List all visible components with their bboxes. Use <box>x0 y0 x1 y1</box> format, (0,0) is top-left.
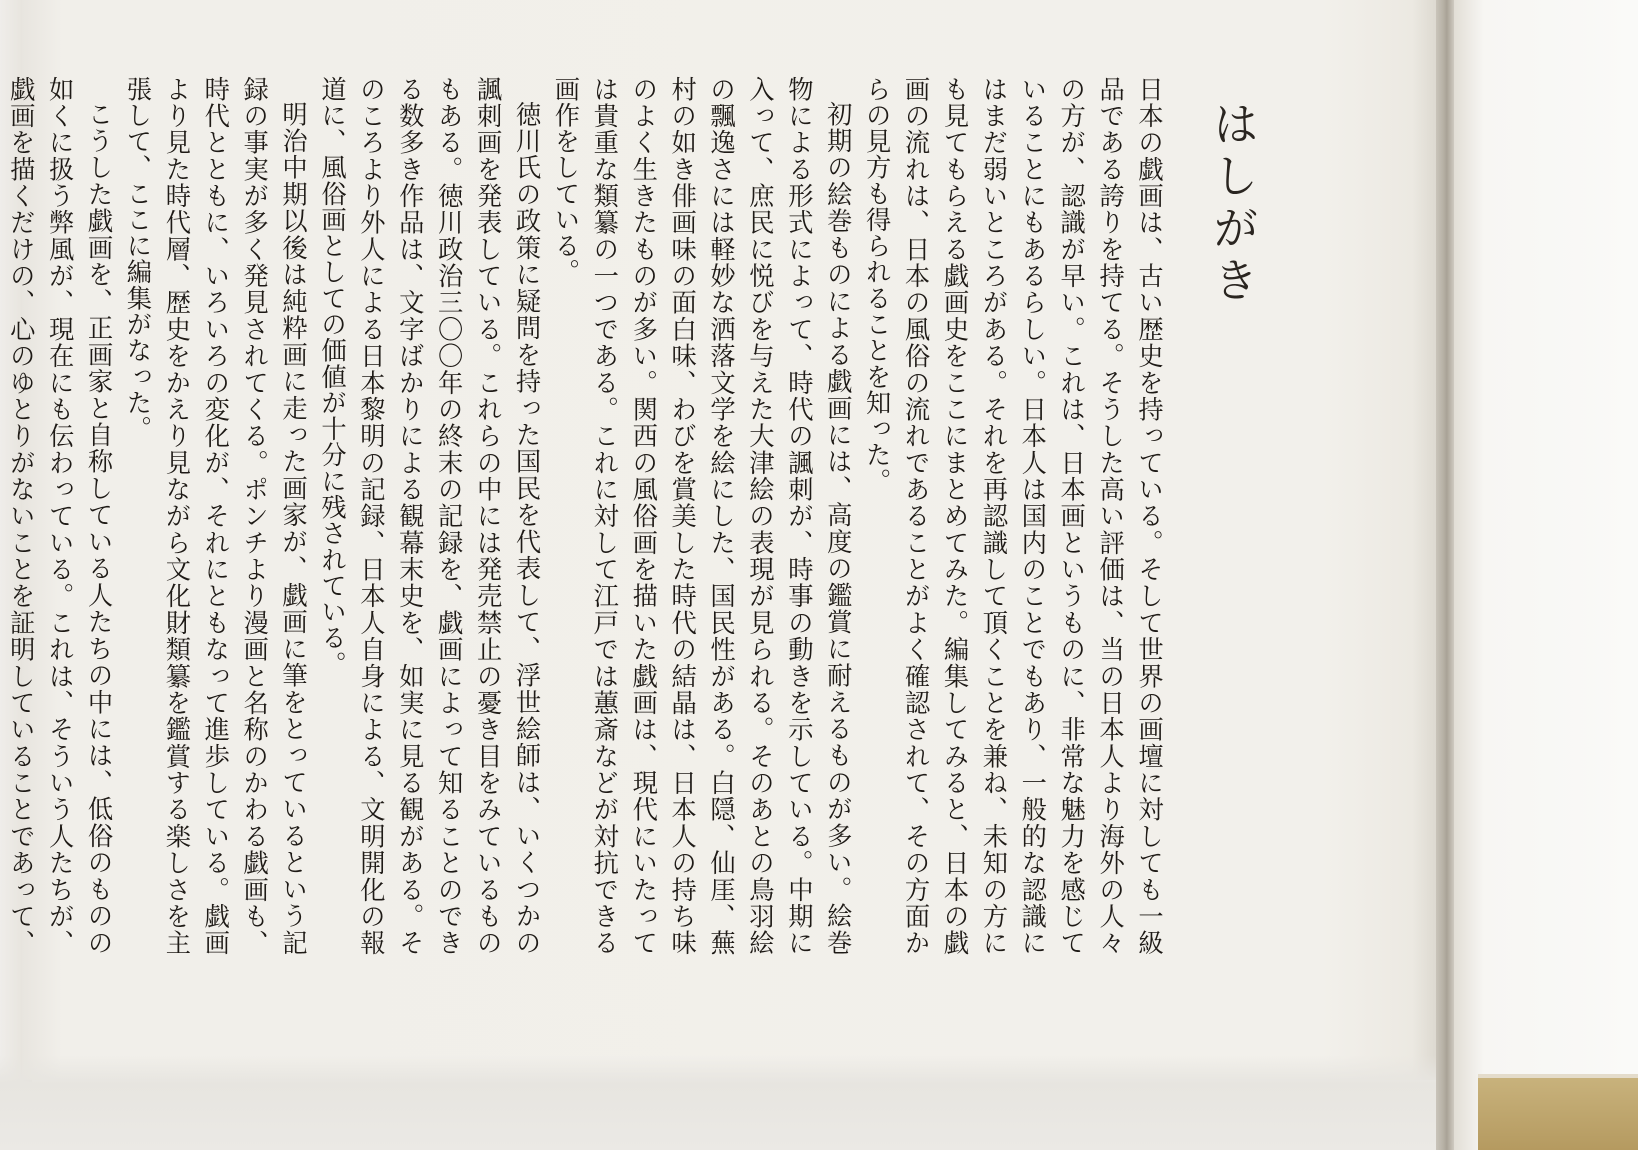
book-cover <box>1478 1078 1638 1150</box>
page-title: はしがき <box>1206 100 1260 308</box>
page-bottom-shadow <box>0 1055 1460 1150</box>
next-page <box>1454 0 1638 1150</box>
paragraph-5: こうした戯画を、正画家と自称している人たちの中には、低俗のものの如くに扱う弊風が、現在にも伝わっている。これは、そういう人たちが、戯画を描くだけの、心のゆとりがないことを証明していることであって、 <box>6 76 114 956</box>
paragraph-1: 日本の戯画は、古い歴史を持っている。そして世界の画壇に対しても一級品である誇りを持てる。そうした高い評価は、当の日本人より海外の人々の方が、認識が早い。これは、日本画というものに、非常な魅力を感じていることにもあるらしい。日本人は国内のことでもあり、一般的な認識にはまだ弱いところがある。それを再認識して頂くことを兼ね、未知の方にも見てもらえる戯画史をここにまとめてみた。編集してみると、日本の戯画の流れは、日本の風俗の流れであることがよく確認されて、その方面からの見方も得られることを知った。 <box>862 76 1164 956</box>
book-gutter <box>1436 0 1454 1150</box>
paragraph-3: 徳川氏の政策に疑問を持った国民を代表して、浮世絵師は、いくつかの諷刺画を発表している。これらの中には発売禁止の憂き目をみているものもある。徳川政治三〇〇年の終末の記録を、戯画によって知ることのできる数多き作品は、文字ばかりによる観幕末史を、如実に見る観がある。そのころより外人による日本黎明の記録、日本人自身による、文明開化の報道に、風俗画としての価値が十分に残されている。 <box>317 76 542 956</box>
paragraph-4: 明治中期以後は純粋画に走った画家が、戯画に筆をとっているという記録の事実が多く発見されてくる。ポンチより漫画と名称のかわる戯画も、時代とともに、いろいろの変化が、それにともなって進歩している。戯画より見た時代層、歴史をかえり見ながら文化財類纂を鑑賞する楽しさを主張して、ここに編集がなった。 <box>123 76 309 956</box>
paragraph-2: 初期の絵巻ものによる戯画には、高度の鑑賞に耐えるものが多い。絵巻物による形式によって、時代の諷刺が、時事の動きを示している。中期に入って、庶民に悦びを与えた大津絵の表現が見られる。そのあとの鳥羽絵の飄逸さには軽妙な洒落文学を絵にした、国民性がある。白隠、仙厓、蕪村の如き俳画味の面白味、わびを賞美した時代の結晶は、日本人の持ち味のよく生きたものが多い。関西の風俗画を描いた戯画は、現代にいたっては貴重な類纂の一つである。これに対して江戸では蕙斎などが対抗できる画作をしている。 <box>551 76 853 956</box>
body-text <box>0 76 1168 956</box>
